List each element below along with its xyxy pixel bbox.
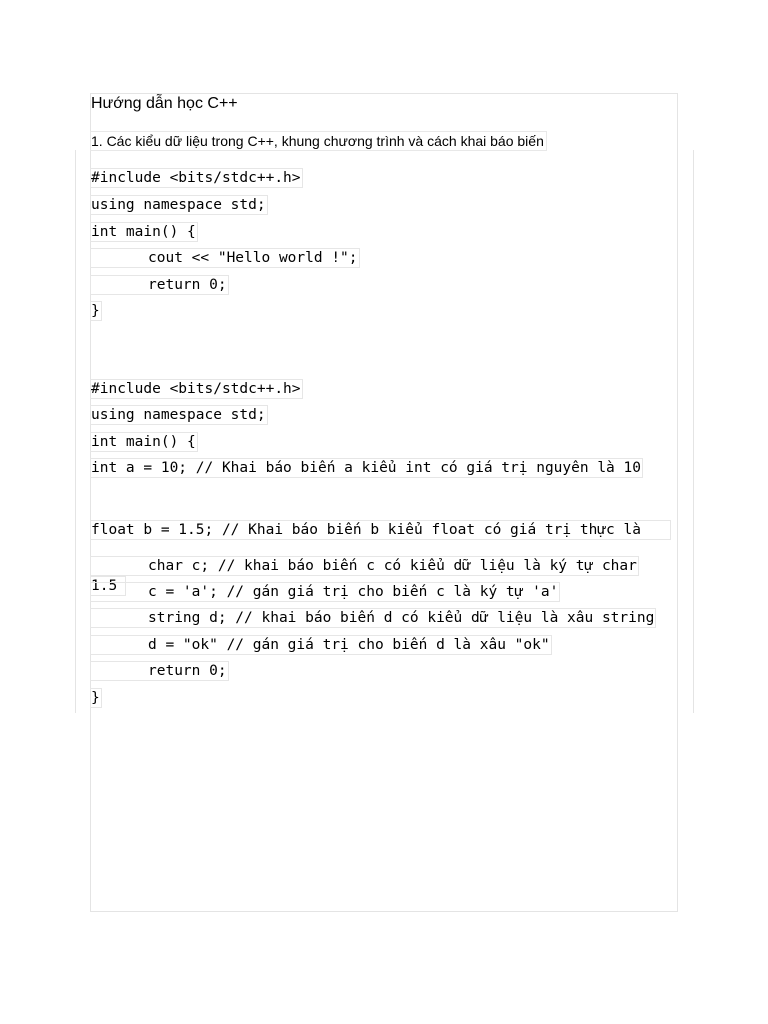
code-line-indented: char c; // khai báo biến c có kiểu dữ liệu là ký tự char <box>90 556 639 576</box>
code-line-part: 1.5 <box>90 576 126 596</box>
code-line: using namespace std; <box>91 197 266 213</box>
code-line-indented: cout << "Hello world !"; <box>90 248 360 268</box>
code-line: } <box>91 303 100 319</box>
code-line-indented: return 0; <box>90 275 229 295</box>
code-line: int a = 10; // Khai báo biến a kiểu int có giá trị nguyên là 10 <box>91 460 641 476</box>
section-heading: 1. Các kiểu dữ liệu trong C++, khung chương trình và cách khai báo biến <box>90 131 547 151</box>
code-line-indented: d = "ok" // gán giá trị cho biến d là xâu "ok" <box>90 635 552 655</box>
code-line-indented: string d; // khai báo biến d có kiểu dữ liệu là xâu string <box>90 608 656 628</box>
code-line: using namespace std; <box>91 407 266 423</box>
code-line-indented: return 0; <box>90 661 229 681</box>
code-line-part: float b = 1.5; // Khai báo biến b kiểu float có giá trị thực là <box>90 520 671 540</box>
code-line: int main() { <box>91 434 196 450</box>
page-frame-right-edge <box>693 150 694 713</box>
document-title: Hướng dẫn học C++ <box>91 95 238 112</box>
page-frame-left-edge <box>75 150 76 713</box>
code-line: int main() { <box>91 224 196 240</box>
code-line: #include <bits/stdc++.h> <box>91 170 301 186</box>
code-line: #include <bits/stdc++.h> <box>91 381 301 397</box>
code-line-indented: c = 'a'; // gán giá trị cho biến c là ký tự 'a' <box>90 582 560 602</box>
code-line: } <box>91 690 100 706</box>
